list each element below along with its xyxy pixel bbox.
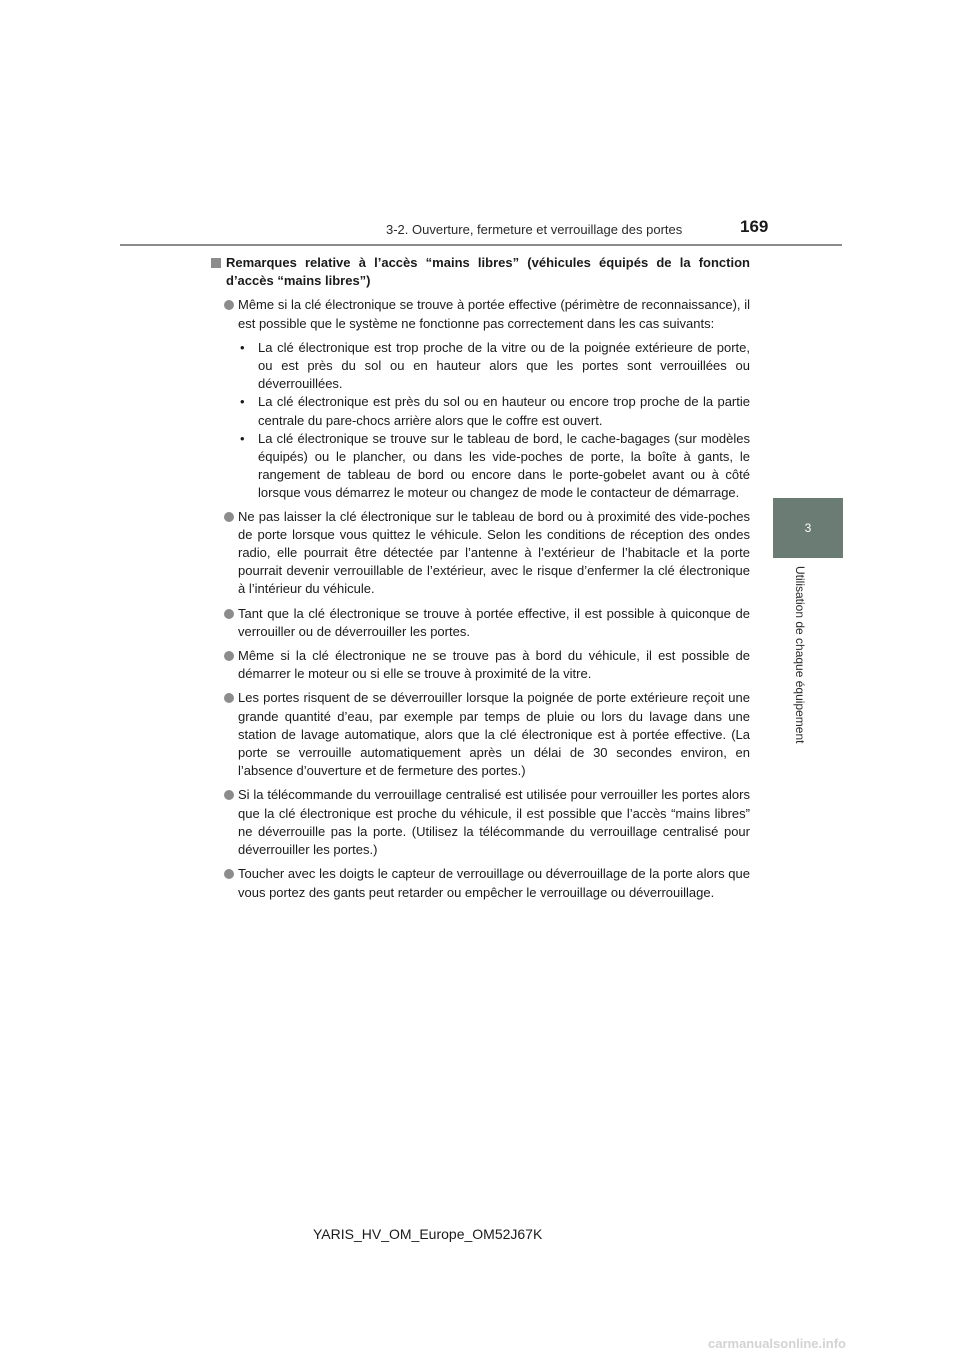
- round-bullet-icon: [224, 693, 234, 703]
- round-bullet-icon: [224, 512, 234, 522]
- running-header: 3-2. Ouverture, fermeture et verrouillage des portes: [386, 222, 683, 237]
- page-content: [210, 254, 750, 908]
- list-item: [210, 689, 750, 780]
- sub-list-item-text: La clé électronique se trouve sur le tableau de bord, le cache-bagages (sur modèles équipés) ou le plancher, ou dans les vide-poches de porte, la boîte à gants, le rangement de tableau de bord ou encore dans le porte-gobelet avant ou à côté lorsque vous démarrez le moteur ou changez de mode le contacteur de démarrage.: [258, 430, 750, 501]
- sub-list: [210, 339, 750, 503]
- list-item: [210, 786, 750, 859]
- list-item-text: Ne pas laisser la clé électronique sur le tableau de bord ou à proximité des vide-poches de porte lorsque vous quittez le véhicule. Selon les conditions de réception des ondes radio, elle pourrait être détectée par l’antenne à l’extérieur de l’habitacle et la porte pourrait devenir verrouillable de l’extérieur, avec le risque d’enfermer la clé électronique à l’intérieur du véhicule.: [238, 508, 750, 597]
- small-bullet-icon: •: [240, 339, 245, 355]
- small-bullet-icon: •: [240, 430, 245, 446]
- section-heading: [210, 254, 750, 290]
- sub-list-item: [210, 430, 750, 503]
- list-item-text: Tant que la clé électronique se trouve à portée effective, il est possible à quiconque de verrouiller ou de déverrouiller les portes.: [238, 605, 750, 639]
- list-item-text: Même si la clé électronique ne se trouve pas à bord du véhicule, il est possible de démarrer le moteur ou si elle se trouve à proximité de la vitre.: [238, 648, 750, 682]
- round-bullet-icon: [224, 790, 234, 800]
- section-heading-text: Remarques relative à l’accès “mains libres” (véhicules équipés de la fonction d’accès “mains libres”): [226, 255, 750, 289]
- round-bullet-icon: [224, 609, 234, 619]
- chapter-number: 3: [804, 521, 812, 535]
- list-item-text: Toucher avec les doigts le capteur de verrouillage ou déverrouillage de la porte alors que vous portez des gants peut retarder ou empêcher le verrouillage ou déverrouillage.: [238, 866, 750, 900]
- square-bullet-icon: [211, 258, 221, 268]
- header-divider: [120, 244, 842, 246]
- list-item: [210, 508, 750, 599]
- sub-list-item-text: La clé électronique est près du sol ou en hauteur ou encore trop proche de la partie centrale du pare-chocs arrière alors que le coffre est ouvert.: [258, 394, 750, 428]
- small-bullet-icon: •: [240, 394, 245, 410]
- document-footer: YARIS_HV_OM_Europe_OM52J67K: [313, 1226, 543, 1242]
- watermark: carmanualsonline.info: [708, 1336, 846, 1351]
- round-bullet-icon: [224, 651, 234, 661]
- round-bullet-icon: [224, 300, 234, 310]
- chapter-tab: [773, 498, 843, 558]
- list-item: [210, 605, 750, 641]
- sub-list-item-text: La clé électronique est trop proche de la vitre ou de la poignée extérieure de porte, ou est près du sol ou en hauteur alors que les portes sont verrouillées ou déverrouillées.: [258, 339, 750, 392]
- list-item: [210, 647, 750, 683]
- list-item: [210, 296, 750, 332]
- page-number: 169: [740, 217, 769, 236]
- list-item-text: Les portes risquent de se déverrouiller lorsque la poignée de porte extérieure reçoit une grande quantité d’eau, par exemple par temps de pluie ou lors du lavage dans une station de lavage automatique, alors que la clé électronique est à portée effective. (La porte se verrouille automatiquement après un délai de 30 secondes environ, en l’absence d’ouverture et de fermeture des portes.): [238, 690, 750, 779]
- sub-list-item: [210, 393, 750, 429]
- list-item-text: Si la télécommande du verrouillage centralisé est utilisée pour verrouiller les portes alors que la clé électronique est proche du véhicule, il est possible que l’accès “mains libres” ne déverrouille pas la porte. (Utilisez la télécommande du verrouillage centralisé pour déverrouiller les portes.): [238, 787, 750, 858]
- list-item: [210, 865, 750, 901]
- round-bullet-icon: [224, 869, 234, 879]
- sub-list-item: [210, 339, 750, 394]
- list-item-text: Même si la clé électronique se trouve à portée effective (périmètre de reconnaissance), il est possible que le système ne fonctionne pas correctement dans les cas suivants:: [238, 297, 750, 331]
- chapter-label: Utilisation de chaque équipement: [793, 566, 807, 744]
